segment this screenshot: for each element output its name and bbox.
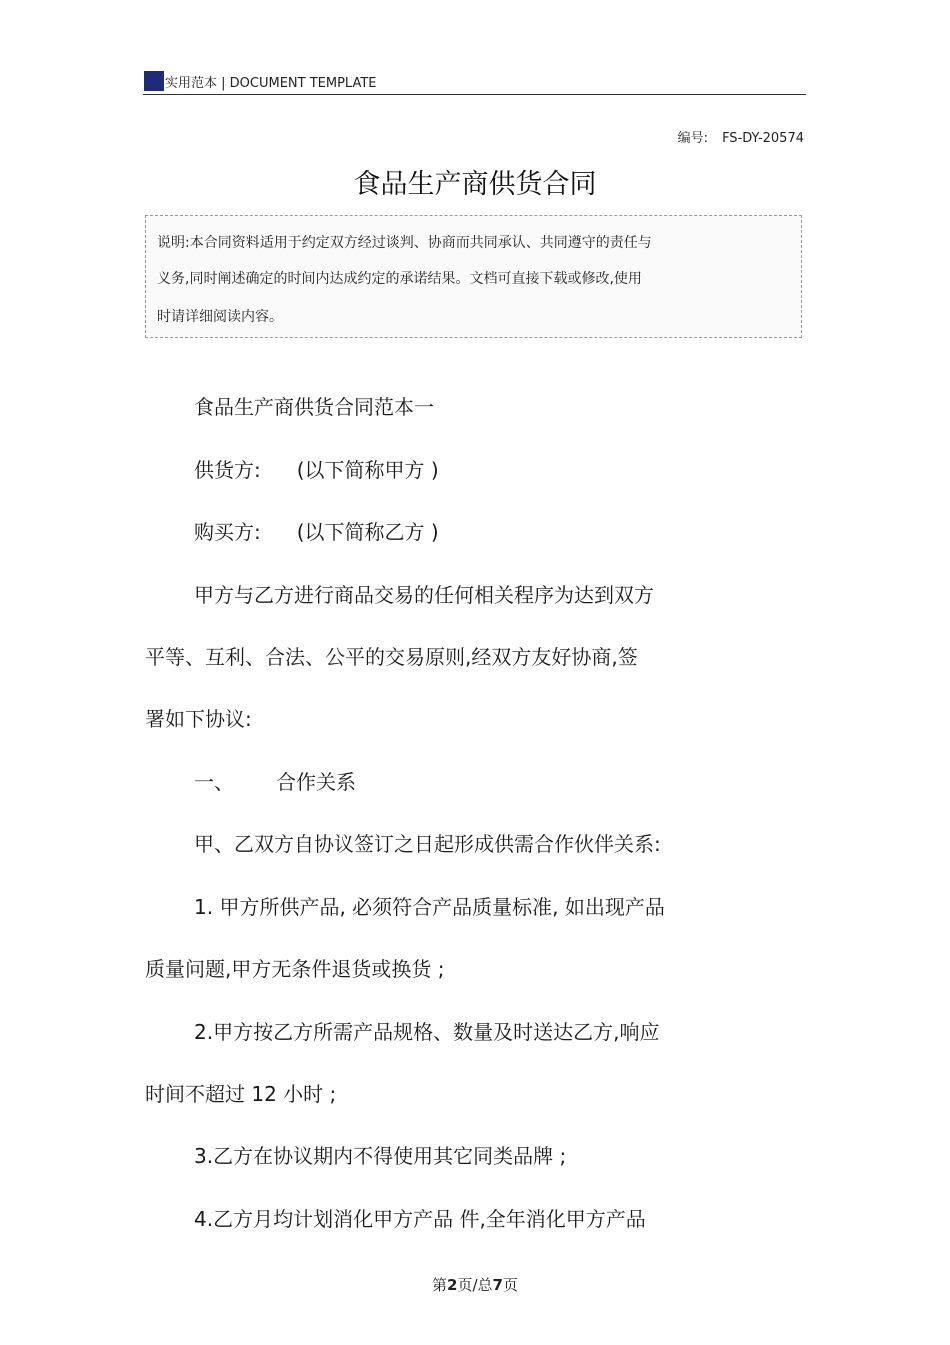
buyer-label: 购买方: bbox=[194, 520, 261, 544]
footer-prefix: 第 bbox=[432, 1276, 448, 1294]
buyer-value: (以下简称乙方 ) bbox=[296, 520, 439, 544]
document-number-label: 编号: bbox=[677, 131, 709, 146]
description-line-3: 时请详细阅读内容。 bbox=[157, 309, 283, 325]
document-number bbox=[678, 127, 804, 146]
footer-mid: 页/总 bbox=[457, 1276, 493, 1294]
supplier-line bbox=[194, 454, 439, 483]
item-1-line-2: 质量问题,甲方无条件退货或换货 ; bbox=[145, 957, 445, 981]
section-1-text: 甲、乙双方自协议签订之日起形成供需合作伙伴关系: bbox=[194, 832, 661, 856]
description-line-1: 说明:本合同资料适用于约定双方经过谈判、协商而共同承认、共同遵守的责任与 bbox=[157, 235, 652, 251]
item-2-line-1: 2.甲方按乙方所需产品规格、数量及时送达乙方,响应 bbox=[194, 1020, 660, 1044]
document-number-value: FS-DY-20574 bbox=[722, 131, 804, 146]
brand-logo-square bbox=[144, 71, 164, 91]
footer-suffix: 页 bbox=[502, 1276, 518, 1294]
item-4: 4.乙方月均计划消化甲方产品 件,全年消化甲方产品 bbox=[194, 1207, 646, 1231]
section-1-title: 合作关系 bbox=[276, 770, 356, 794]
description-box bbox=[145, 215, 802, 338]
intro-line-1: 甲方与乙方进行商品交易的任何相关程序为达到双方 bbox=[194, 583, 654, 607]
footer-total-pages: 7 bbox=[492, 1276, 503, 1294]
page-header bbox=[143, 68, 806, 95]
description-line-2: 义务,同时阐述确定的时间内达成约定的承诺结果。文档可直接下载或修改,使用 bbox=[157, 271, 642, 287]
footer-page-number: 2 bbox=[447, 1276, 458, 1294]
supplier-value: (以下简称甲方 ) bbox=[296, 458, 439, 482]
item-1-line-1: 1. 甲方所供产品, 必须符合产品质量标准, 如出现产品 bbox=[194, 895, 665, 919]
supplier-label: 供货方: bbox=[194, 458, 261, 482]
item-2-line-2: 时间不超过 12 小时 ; bbox=[145, 1082, 337, 1106]
intro-line-2: 平等、互利、合法、公平的交易原则,经双方友好协商,签 bbox=[145, 645, 638, 669]
header-text: 实用范本 | DOCUMENT TEMPLATE bbox=[165, 76, 377, 91]
section-1-heading bbox=[194, 766, 356, 795]
section-1-number: 一、 bbox=[194, 770, 234, 794]
page-title: 食品生产商供货合同 bbox=[353, 169, 597, 200]
contract-heading: 食品生产商供货合同范本一 bbox=[194, 395, 434, 419]
item-3: 3.乙方在协议期内不得使用其它同类品牌 ; bbox=[194, 1144, 567, 1168]
page-footer bbox=[0, 1274, 950, 1295]
intro-line-3: 署如下协议: bbox=[145, 707, 252, 731]
buyer-line bbox=[194, 516, 439, 545]
